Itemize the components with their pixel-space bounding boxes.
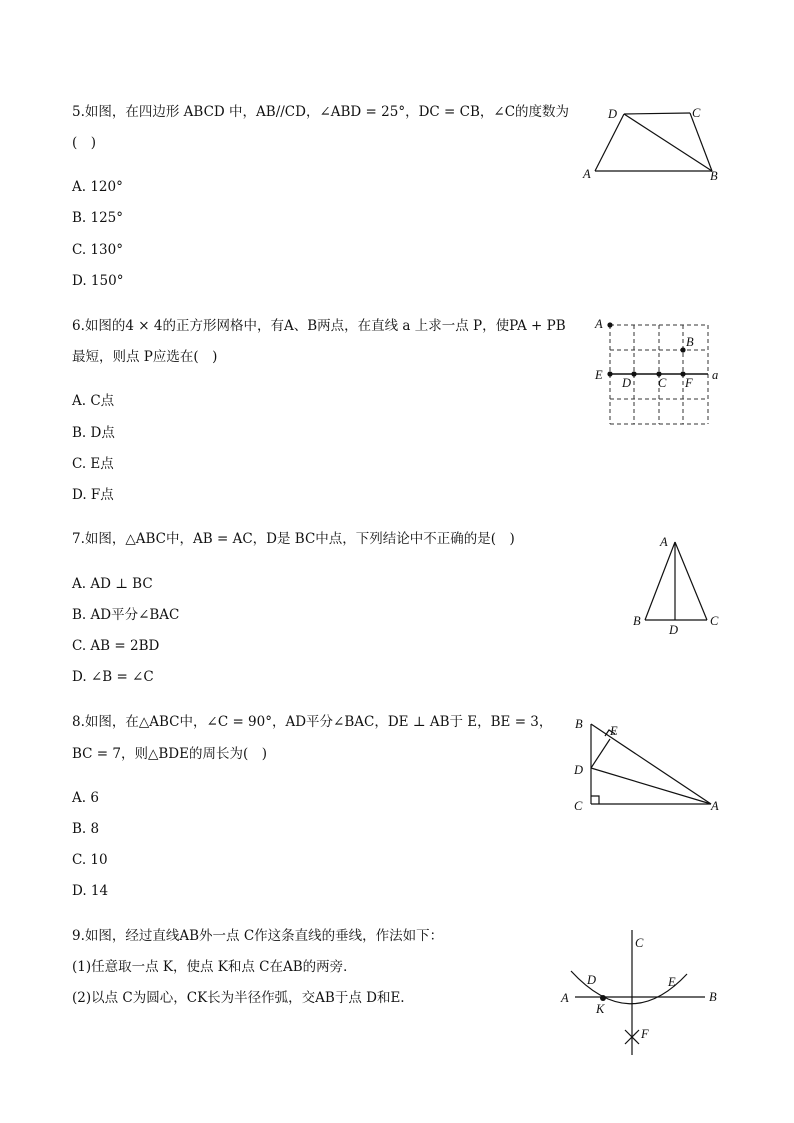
q6-stem-line-1: 6.如图的4 × 4的正方形网格中，有A、B两点，在直线 a 上求一点 P，使PA + PB: [72, 318, 566, 334]
q9-label-k: K: [596, 1002, 605, 1016]
q9-perpendicular-construction-figure: [555, 925, 725, 1060]
q7-option-a: A. AD ⊥ BC: [72, 576, 153, 592]
q8-label-c: C: [574, 799, 583, 813]
q6-label-a: A: [595, 317, 603, 331]
q9-label-a: A: [561, 991, 569, 1005]
q8-option-d: D. 14: [72, 883, 109, 899]
q6-label-f: F: [685, 376, 693, 390]
q5-option-a: A. 120°: [72, 179, 123, 195]
q9-label-b: B: [709, 990, 717, 1004]
q9-label-c: C: [635, 936, 644, 950]
q9-label-d: D: [587, 973, 597, 987]
q7-stem-line-1: 7.如图，△ABC中，AB = AC，D是 BC中点，下列结论中不正确的是( ): [72, 531, 515, 547]
q5-label-b: B: [710, 169, 718, 183]
q9-label-e: E: [668, 975, 676, 989]
q7-option-c: C. AB = 2BD: [72, 638, 160, 654]
q9-stem-line-1: 9.如图，经过直线AB外一点 C作这条直线的垂线，作法如下：: [72, 928, 444, 944]
q8-label-e: E: [610, 724, 618, 738]
q8-label-b: B: [575, 717, 583, 731]
q8-right-triangle-figure: [565, 712, 730, 817]
q8-option-c: C. 10: [72, 852, 108, 868]
q8-label-a: A: [711, 799, 719, 813]
q6-grid-figure: [590, 315, 730, 430]
q7-label-a: A: [660, 535, 668, 549]
q5-option-c: C. 130°: [72, 242, 123, 258]
q7-label-d: D: [669, 623, 679, 637]
q5-option-d: D. 150°: [72, 273, 124, 289]
q5-label-a: A: [583, 167, 591, 181]
q8-option-b: B. 8: [72, 821, 100, 837]
q5-label-d: D: [608, 107, 618, 121]
q5-option-b: B. 125°: [72, 210, 124, 226]
q5-stem-line-1: 5.如图，在四边形 ABCD 中，AB//CD，∠ABD = 25°，DC = CB，∠C的度数为: [72, 104, 570, 120]
q6-option-a: A. C点: [72, 393, 115, 409]
q7-option-d: D. ∠B = ∠C: [72, 669, 154, 685]
q5-trapezoid-figure: [580, 100, 730, 190]
q6-label-b: B: [686, 335, 694, 349]
q8-option-a: A. 6: [72, 790, 99, 806]
q7-label-c: C: [710, 614, 719, 628]
q6-label-d: D: [622, 376, 632, 390]
q6-option-b: B. D点: [72, 425, 115, 441]
q6-label-e: E: [595, 368, 603, 382]
q6-label-line-a: a: [712, 368, 719, 382]
q7-option-b: B. AD平分∠BAC: [72, 607, 180, 623]
q8-stem-line-1: 8.如图，在△ABC中，∠C = 90°，AD平分∠BAC，DE ⊥ AB于 E，BE = 3，: [72, 714, 553, 730]
q9-stem-line-2: (1)任意取一点 K，使点 K和点 C在AB的两旁．: [72, 959, 357, 975]
q5-label-c: C: [692, 106, 701, 120]
q7-label-b: B: [633, 614, 641, 628]
q8-label-d: D: [574, 763, 584, 777]
q5-stem-line-2: ( ): [72, 135, 97, 151]
q8-stem-line-2: BC = 7，则△BDE的周长为( ): [72, 746, 267, 762]
q9-stem-line-3: (2)以点 C为圆心，CK长为半径作弧，交AB于点 D和E.: [72, 990, 405, 1006]
q6-option-c: C. E点: [72, 456, 114, 472]
q7-isosceles-triangle-figure: [625, 530, 725, 640]
q6-label-c: C: [658, 376, 667, 390]
q6-option-d: D. F点: [72, 487, 114, 503]
q9-label-f: F: [641, 1027, 649, 1041]
q6-stem-line-2: 最短，则点 P应选在( ): [72, 349, 218, 365]
